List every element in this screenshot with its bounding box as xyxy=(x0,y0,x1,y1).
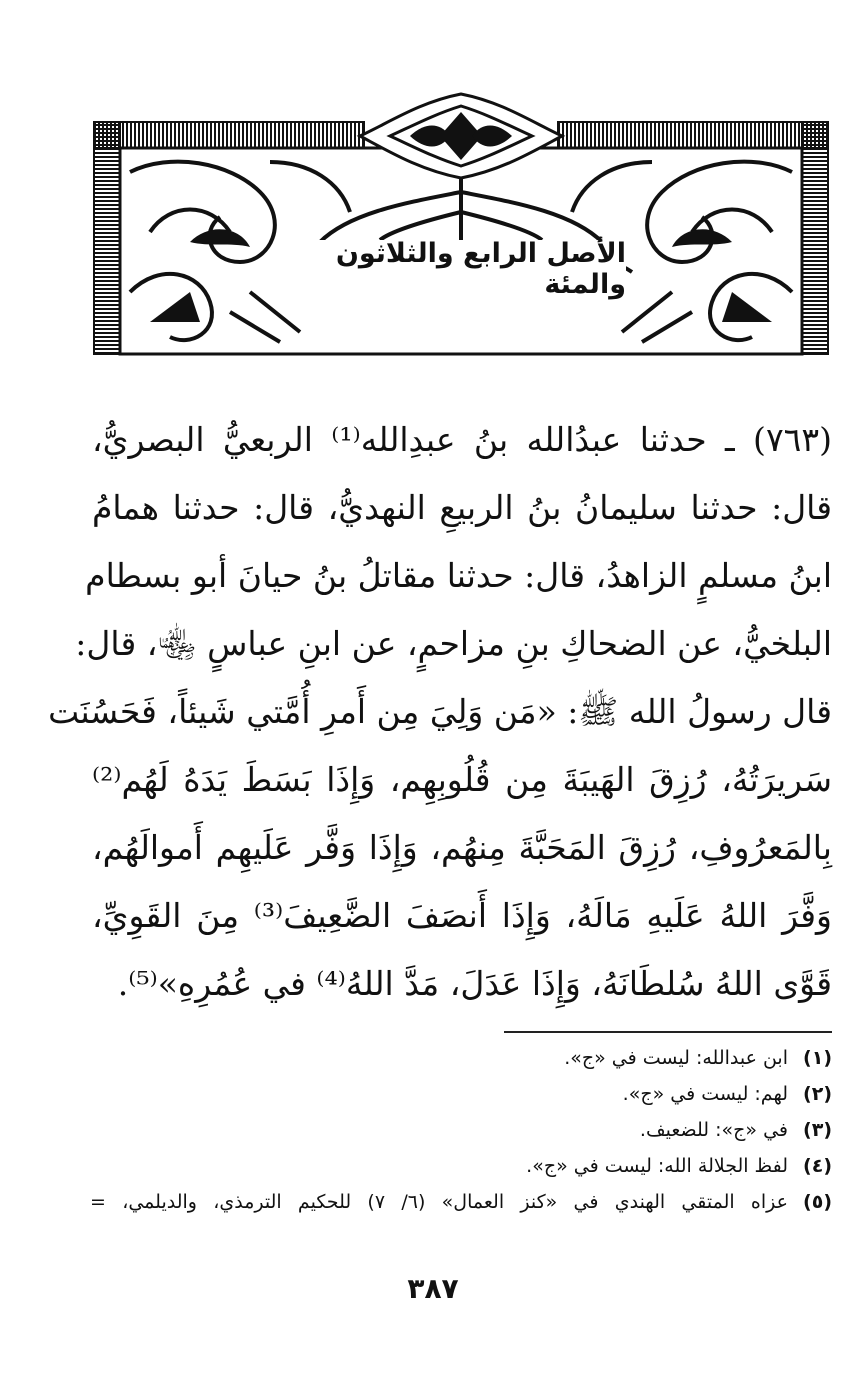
text-line: بِالمَعرُوفِ، رُزِقَ المَحَبَّةَ مِنهُم، وَإِذَا وَفَّر عَلَيهِم أَموالَهُم، xyxy=(92,828,832,867)
header-ornament-frame xyxy=(90,92,832,356)
footnote-number: (٥) xyxy=(803,1191,832,1213)
footnote-text: لهم: ليست في «ج». xyxy=(622,1083,788,1105)
page-number: ٣٨٧ xyxy=(407,1272,459,1305)
text-line: البلخيُّ، عن الضحاكِ بنِ مزاحمٍ، عن ابنِ عباسٍ ﵄، قال: xyxy=(75,624,832,663)
footnote-number: (٣) xyxy=(803,1119,832,1141)
footnote-number: (٢) xyxy=(803,1083,832,1105)
footnote xyxy=(90,1076,832,1112)
footnote xyxy=(90,1112,832,1148)
footnote-separator xyxy=(504,1031,832,1033)
footnote-number: (٤) xyxy=(803,1155,832,1177)
footnote-text: لفظ الجلالة الله: ليست في «ج». xyxy=(526,1155,788,1177)
text-line: وَفَّرَ اللهُ عَلَيهِ مَالَهُ، وَإِذَا أَنصَفَ الضَّعِيفَ⁽³⁾ مِنَ القَوِيِّ، xyxy=(92,896,832,935)
text-line: (٧٦٣) ـ حدثنا عبدُالله بنُ عبدِالله⁽¹⁾ الربعيُّ البصريُّ، xyxy=(92,420,832,459)
footnote xyxy=(90,1184,832,1220)
text-line: ابنُ مسلمٍ الزاهدُ، قال: حدثنا مقاتلُ بنُ حيانَ أبو بسطام xyxy=(85,556,832,595)
footnote-text: ابن عبدالله: ليست في «ج». xyxy=(564,1047,788,1069)
footnotes xyxy=(90,1040,832,1220)
footnote-number: (١) xyxy=(803,1047,832,1069)
footnote xyxy=(90,1040,832,1076)
chapter-title: الأصل الرابع والثلاثون والمئة xyxy=(280,240,626,298)
text-line: سَريرَتُهُ، رُزِقَ الهَيبَةَ مِن قُلُوبِهِم، وَإِذَا بَسَطَ يَدَهُ لَهُم⁽²⁾ xyxy=(92,760,832,799)
text-line: قال: حدثنا سليمانُ بنُ الربيعِ النهديُّ، قال: حدثنا همامُ xyxy=(92,488,832,527)
main-text xyxy=(48,406,832,1018)
text-line: قال رسولُ الله ﷺ: «مَن وَلِيَ مِن أَمرِ أُمَّتي شَيئاً، فَحَسُنَت xyxy=(48,692,832,731)
footnote-text: في «ج»: للضعيف. xyxy=(639,1119,788,1141)
text-line: قَوَّى اللهُ سُلطَانَهُ، وَإِذَا عَدَلَ، مَدَّ اللهُ⁽⁴⁾ في عُمُرِهِ»⁽⁵⁾. xyxy=(117,964,832,1003)
footnote-text: عزاه المتقي الهندي في «كنز العمال» (٦/ ٧) للحكيم الترمذي، والديلمي، = xyxy=(90,1191,788,1213)
footnote xyxy=(90,1148,832,1184)
